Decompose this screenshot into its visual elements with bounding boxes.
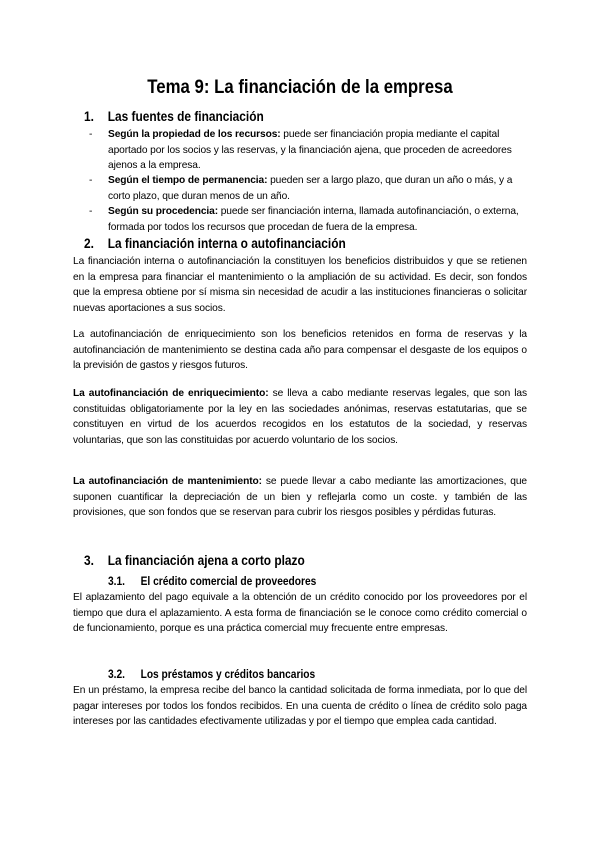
paragraph-label: La autofinanciación de enriquecimiento:: [73, 388, 269, 399]
bullet-dash: -: [89, 175, 93, 186]
section-2-heading: [84, 235, 346, 251]
paragraph-label: La autofinanciación de mantenimiento:: [73, 476, 262, 487]
section-3-heading: [84, 552, 305, 568]
bullet-text: puede ser financiación propia mediante el capital aportado por los socios y las reservas, y la financiación ajena, que proceden de acreedores ajenos a la empresa.: [108, 129, 512, 172]
section-1-title: Las fuentes de financiación: [107, 108, 264, 124]
section-2-title: La financiación interna o autofinanciación: [107, 235, 346, 251]
section-1-number: 1.: [84, 108, 94, 124]
document-title: Tema 9: La financiación de la empresa: [147, 76, 453, 98]
subsection-3-1-heading: [108, 574, 316, 588]
bullet-dash: -: [89, 129, 93, 140]
bullet-label: Según la propiedad de los recursos:: [108, 129, 281, 140]
paragraph: [73, 386, 527, 448]
bullet-item: [89, 127, 527, 174]
section-2-number: 2.: [84, 235, 94, 251]
paragraph: [73, 474, 527, 521]
subsection-3-1-title: El crédito comercial de proveedores: [140, 574, 317, 588]
bullet-label: Según el tiempo de permanencia:: [108, 175, 268, 186]
section-3-title: La financiación ajena a corto plazo: [107, 552, 305, 568]
section-3-number: 3.: [84, 552, 94, 568]
bullet-text: pueden ser a largo plazo, que duran un año o más, y a corto plazo, que duran menos de un año.: [108, 175, 513, 202]
subsection-3-2-number: 3.2.: [108, 667, 126, 681]
subsection-3-2-heading: [108, 667, 315, 681]
bullet-item: [89, 204, 527, 235]
paragraph-text: se lleva a cabo mediante reservas legales, que son las constituidas obligatoriamente por la ley en las sociedades anónimas, reservas estatutarias, que se constituyen en virtud de los acuerdos recogidos en los estatutos de la sociedad, y reservas voluntarias, que son las constituidas por acuerdo voluntario de los socios.: [73, 388, 527, 446]
paragraph: El aplazamiento del pago equivale a la obtención de un crédito conocido por los proveedores por el tiempo que dura el aplazamiento. A esta forma de financiación se le conoce como crédito comercial o de funcionamiento, porque es una práctica comercial muy frecuente entre empresas.: [73, 592, 527, 635]
paragraph: La financiación interna o autofinanciación la constituyen los beneficios distribuidos y que se retienen en la empresa para financiar el mantenimiento o la ampliación de su actividad. Es decir, son fondos que la empresa obtiene por sí misma sin necesidad de acudir a las instituciones financieras o solicitar nuevas aportaciones a sus socios.: [73, 256, 527, 314]
subsection-3-1-number: 3.1.: [108, 574, 126, 588]
paragraph: La autofinanciación de enriquecimiento son los beneficios retenidos en forma de reservas y la autofinanciación de mantenimiento se destina cada año para compensar el desgaste de los equipos o la previsión de gastos y riesgos futuros.: [73, 329, 527, 372]
subsection-3-2-title: Los préstamos y créditos bancarios: [140, 667, 316, 681]
paragraph: En un préstamo, la empresa recibe del banco la cantidad solicitada de forma inmediata, por lo que del pagar intereses por todos los fondos recibidos. En una cuenta de crédito o línea de crédito solo paga intereses por las cantidades efectivamente utilizadas y por el tiempo que emplea cada cantidad.: [73, 685, 527, 728]
paragraph-text: se puede llevar a cabo mediante las amortizaciones, que suponen cuantificar la depreciación de un bien y reflejarla como un coste. y también de las provisiones, que son fondos que se reservan para cubrir los riesgos posibles y pérdidas futuras.: [73, 476, 527, 519]
section-1-heading: [84, 108, 264, 124]
bullet-text: puede ser financiación interna, llamada autofinanciación, o externa, formada por todos los recursos que procedan de fuera de la empresa.: [108, 206, 519, 233]
bullet-item: [89, 173, 527, 204]
bullet-label: Según su procedencia:: [108, 206, 218, 217]
bullet-dash: -: [89, 206, 93, 217]
